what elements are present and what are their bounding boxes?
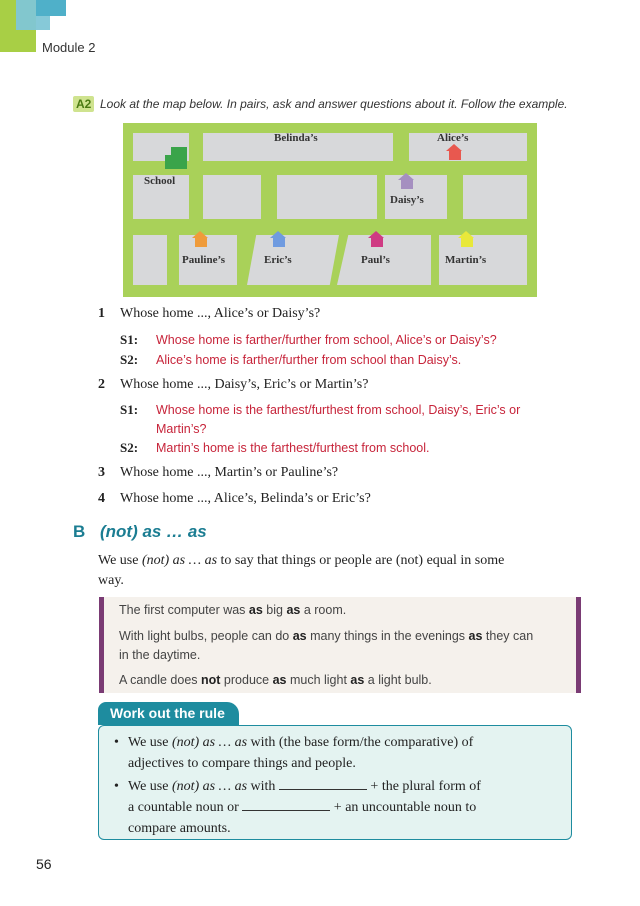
map-block (247, 235, 339, 285)
map-label-martin: Martin’s (445, 254, 487, 266)
answer-blank[interactable] (242, 798, 330, 811)
map-block (277, 175, 377, 219)
examples-box (99, 597, 581, 693)
map-label-eric: Eric’s (264, 254, 292, 266)
map-label-alice: Alice’s (437, 132, 469, 144)
eric-house-icon (271, 237, 285, 250)
map-block (133, 235, 167, 285)
alice-house-icon (447, 150, 461, 163)
section-title: (not) as … as (100, 522, 207, 541)
pauline-house-icon (193, 237, 207, 250)
answer-text: Martin’s? (156, 422, 207, 436)
rule-box (98, 725, 572, 840)
speaker-label: S2: (120, 352, 139, 367)
school-icon (171, 147, 187, 169)
question-2: 2 Whose home ..., Daisy’s, Eric’s or Martin’s? (98, 377, 369, 392)
corner-decoration (36, 0, 66, 16)
answer-blank[interactable] (279, 777, 367, 790)
example-sentence: in the daytime. (119, 648, 201, 662)
section-intro: We use (not) as … as to say that things or people are (not) equal in some way. (98, 553, 505, 588)
martin-house-icon (459, 237, 473, 250)
speaker-label: S1: (120, 402, 139, 417)
exercise-badge: A2 (73, 96, 94, 112)
map (123, 123, 537, 297)
map-label-school: School (144, 175, 176, 187)
example-sentence: A candle does not produce as much light as a light bulb. (119, 673, 432, 687)
map-label-daisy: Daisy’s (390, 194, 424, 206)
map-label-paul: Paul’s (361, 254, 390, 266)
rule-item: • We use (not) as … as with (the base form/the comparative) of adjectives to compare things and people. (114, 735, 474, 771)
question-3: 3 Whose home ..., Martin’s or Pauline’s? (98, 465, 339, 480)
daisy-house-icon (399, 179, 413, 192)
speaker-label: S2: (120, 440, 139, 455)
exercise-instruction: Look at the map below. In pairs, ask and answer questions about it. Follow the example. (100, 97, 568, 111)
module-label: Module 2 (42, 40, 96, 55)
map-label-belinda: Belinda’s (274, 132, 318, 144)
rule-tab: Work out the rule (98, 702, 239, 725)
example-sentence: With light bulbs, people can do as many things in the evenings as they can (119, 629, 534, 643)
answer-text: Alice’s home is farther/further from school than Daisy’s. (156, 353, 462, 367)
map-block (203, 175, 261, 219)
speaker-label: S1: (120, 332, 139, 347)
answer-text: Whose home is the farthest/furthest from school, Daisy’s, Eric’s or (156, 403, 521, 417)
question-1: 1 Whose home ..., Alice’s or Daisy’s? (98, 306, 321, 321)
rule-item: • We use (not) as … as with + the plural form of a countable noun or + an uncountable noun to compare amounts. (114, 779, 481, 836)
example-sentence: The first computer was as big as a room. (119, 603, 347, 617)
answer-text: Whose home is farther/further from school, Alice’s or Daisy’s? (156, 333, 497, 347)
section-letter: B (73, 522, 86, 541)
school-icon (165, 155, 173, 169)
map-block (463, 175, 527, 219)
page-number: 56 (36, 856, 52, 872)
question-4: 4 Whose home ..., Alice’s, Belinda’s or Eric’s? (98, 491, 371, 506)
paul-house-icon (369, 237, 383, 250)
answer-text: Martin’s home is the farthest/furthest from school. (156, 441, 430, 455)
map-label-pauline: Pauline’s (182, 254, 225, 266)
